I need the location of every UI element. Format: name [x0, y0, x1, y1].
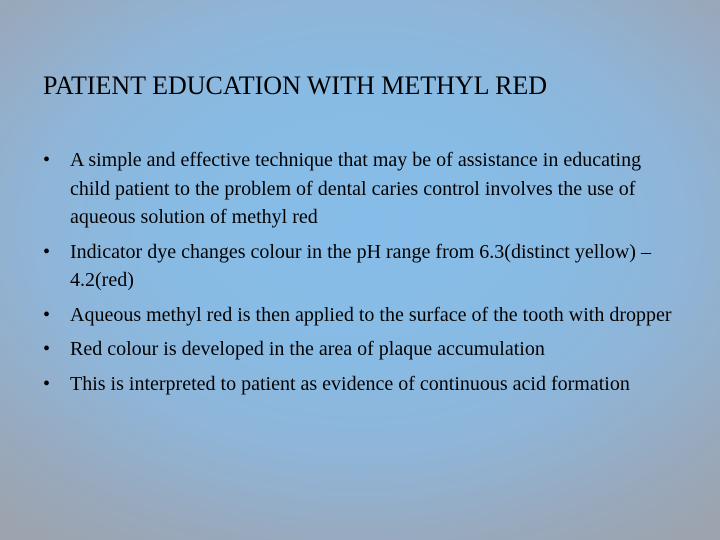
- bullet-icon: •: [43, 303, 51, 326]
- bullet-icon: •: [43, 372, 51, 395]
- bullet-text: Red colour is developed in the area of plaque accumulation: [70, 338, 545, 360]
- bullet-text: A simple and effective technique that may be of assistance in educating child patient to the problem of dental caries control involves the use of aqueous solution of methyl red: [70, 149, 642, 228]
- slide-title: PATIENT EDUCATION WITH METHYL RED: [43, 71, 548, 100]
- bullet-item: [43, 370, 683, 399]
- bullet-text: This is interpreted to patient as evidence of continuous acid formation: [70, 372, 630, 395]
- bullet-item: [43, 238, 683, 295]
- bullet-item: [43, 335, 683, 364]
- bullet-item: [43, 301, 683, 330]
- bullet-item: [43, 146, 683, 232]
- bullet-text: Indicator dye changes colour in the pH range from 6.3(distinct yellow) – 4.2(red): [70, 240, 651, 291]
- bullet-icon: •: [43, 240, 51, 263]
- bullet-icon: •: [43, 338, 51, 360]
- bullet-text: Aqueous methyl red is then applied to the surface of the tooth with dropper: [70, 303, 672, 326]
- bullet-icon: •: [43, 149, 51, 171]
- bullet-list: [43, 146, 683, 404]
